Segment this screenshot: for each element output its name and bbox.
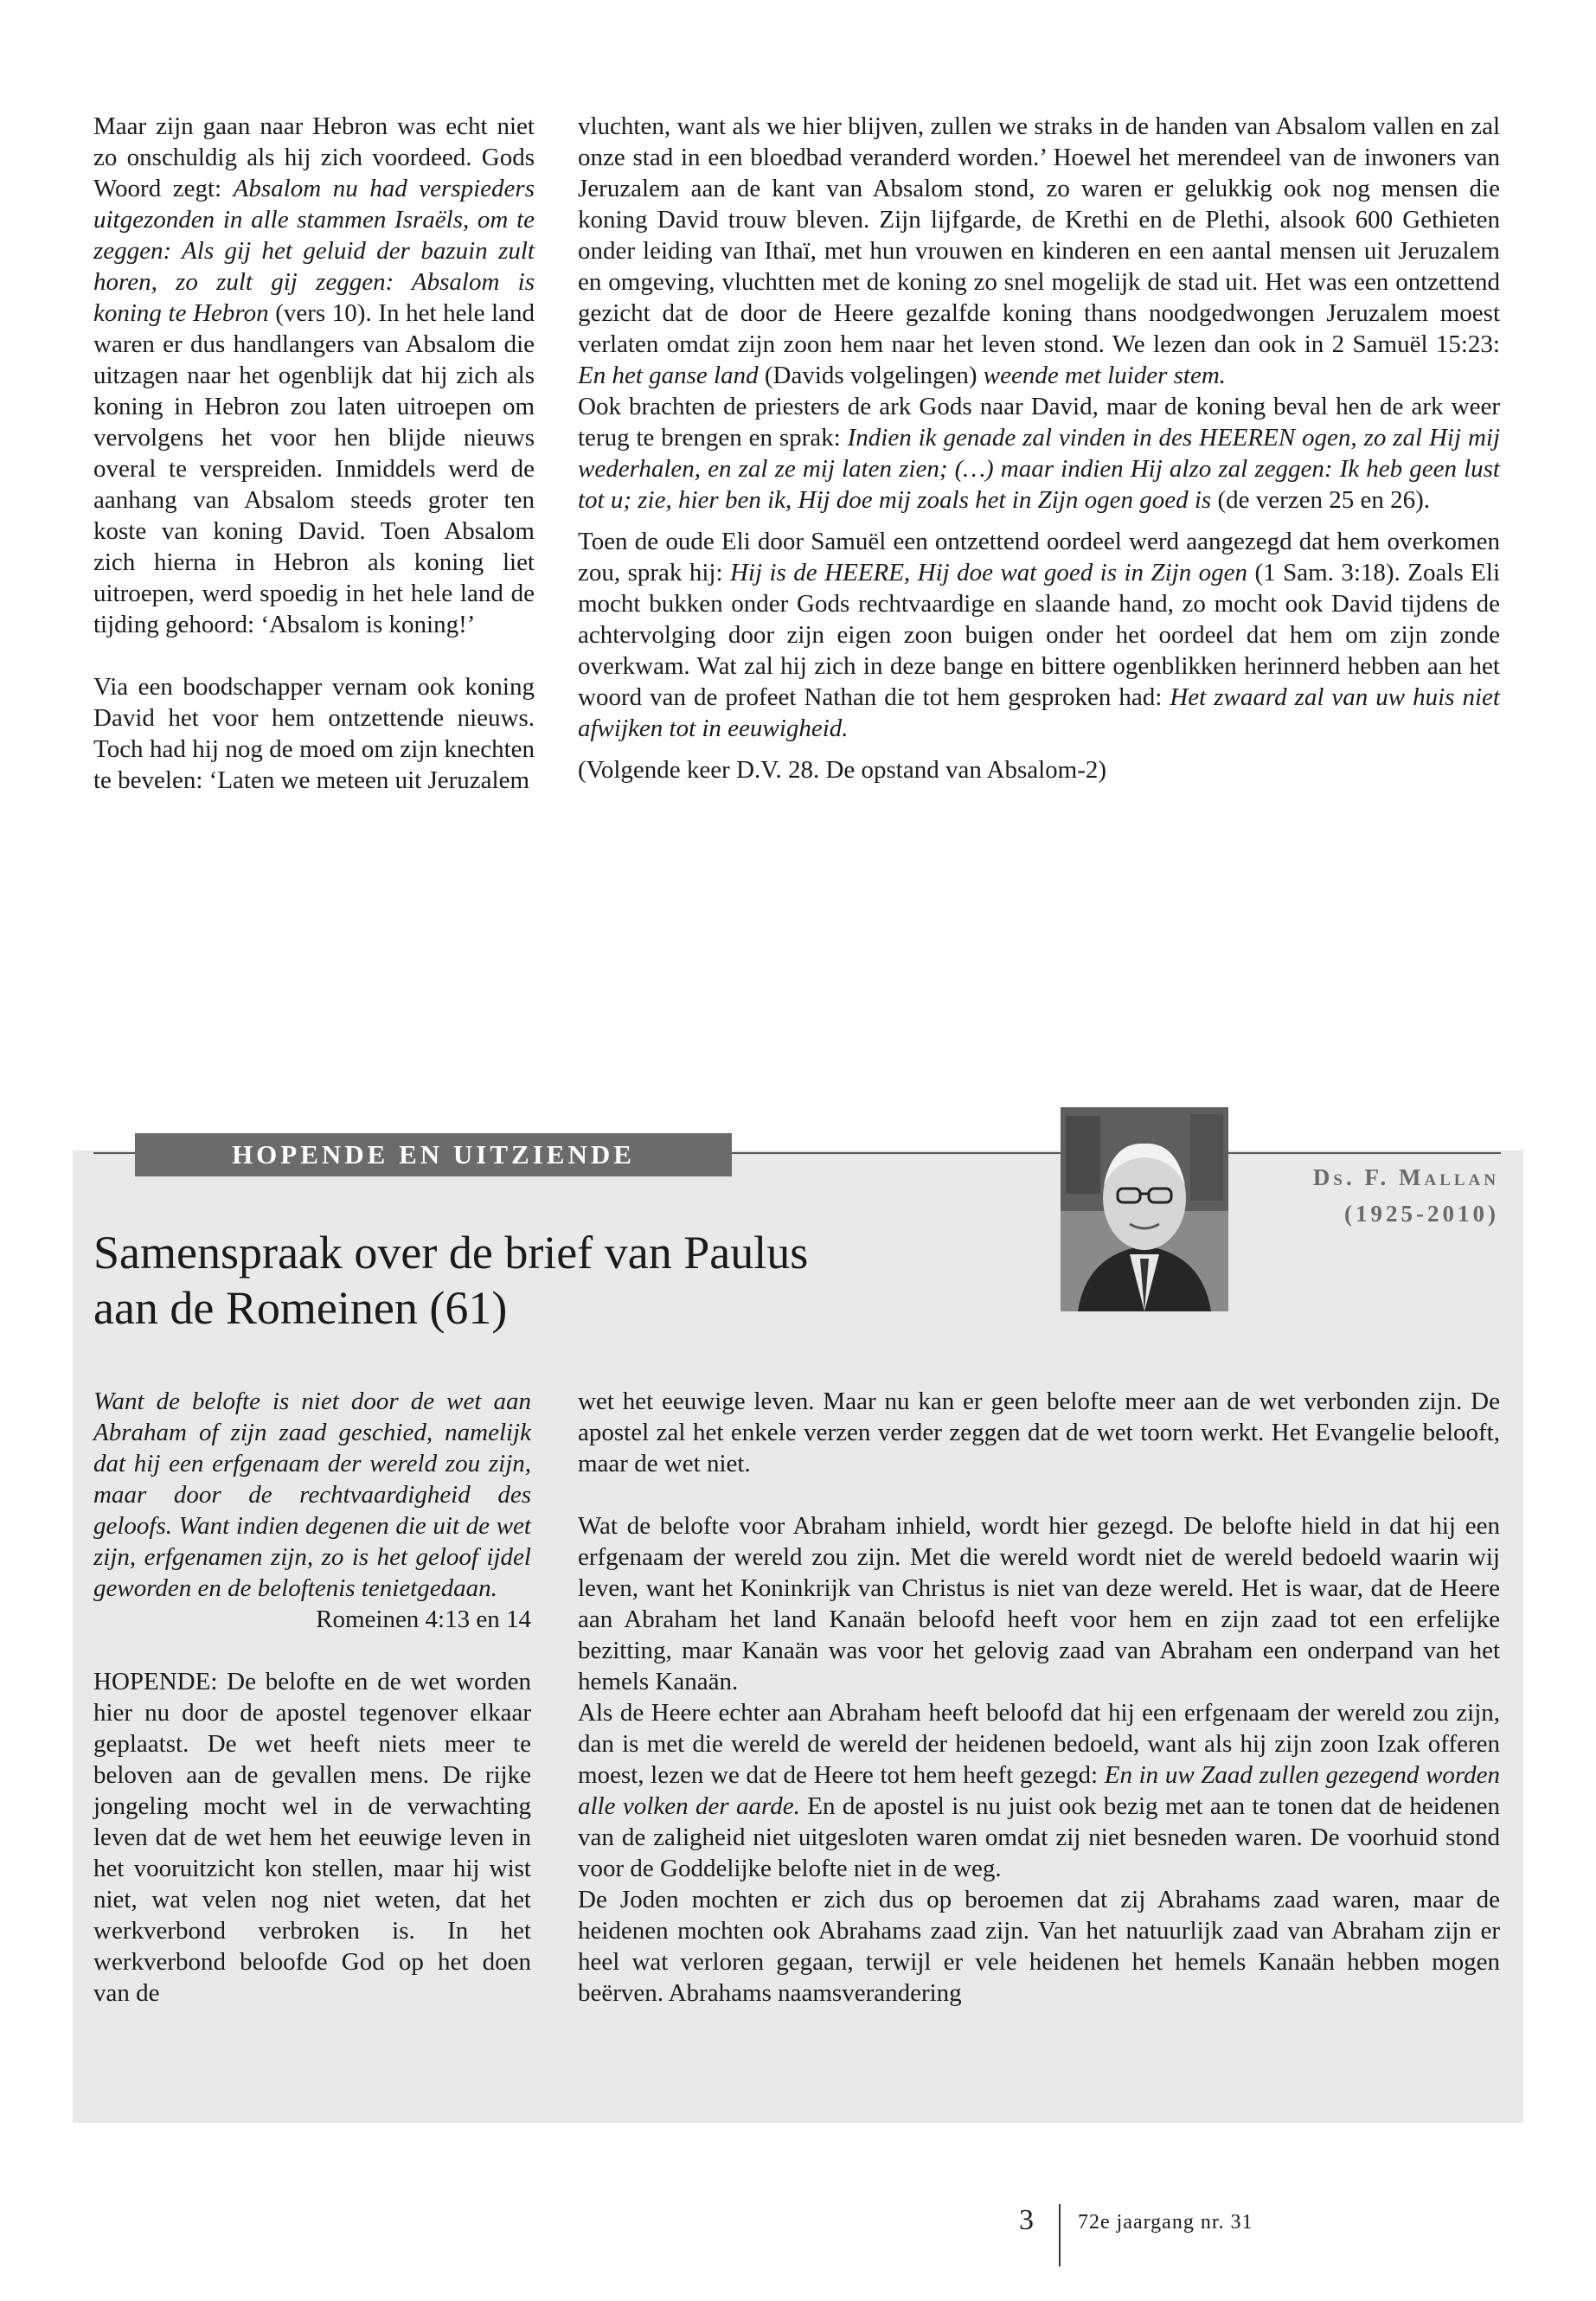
paragraph — [578, 1510, 1500, 1697]
scripture-citation: Romeinen 4:13 en 14 — [316, 1606, 531, 1633]
paragraph — [578, 526, 1500, 744]
article-title — [93, 1225, 1045, 1336]
text-run: Maar zijn gaan naar Hebron was echt niet zo onschuldig als hij zich voordeed. Gods Woord zegt: — [93, 112, 535, 202]
italic-run: Absalom nu had verspieders uitgezonden in alle stammen Israëls, om te zeggen: Als gij het geluid der bazuin zult horen, zo zult gij zeggen: Absalom is koning te Hebron — [93, 175, 535, 327]
paragraph — [578, 111, 1500, 391]
author-years: (1925-2010) — [1344, 1201, 1499, 1227]
italic-run: En in uw Zaad zullen gezegend worden alle volken der aarde. — [578, 1761, 1500, 1820]
text-run: (1 Sam. 3:18). Zoals Eli mocht bukken onder Gods rechtvaardige en slaande hand, zo mocht ook David tijdens de achtervolging door zijn eigen zoon buigen onder het oordeel dat hem om zijn zonde overkwam. Wat zal hij zich in deze bange en bittere ogenblikken herinnerd hebben aan het woord van de profeet Nathan die tot hem gesproken had: — [578, 559, 1501, 711]
paragraph — [578, 1884, 1500, 2009]
issue-label: 72e jaargang nr. 31 — [1078, 2211, 1253, 2234]
scripture-quote — [93, 1386, 531, 1604]
text-run: (Davids volgelingen) — [758, 362, 984, 389]
text-run: Als de Heere echter aan Abraham heeft beloofd dat hij een erfgenaam der wereld zou zijn, dan is met die wereld de wereld der heidenen bedoeld, want als hij zijn zoon Izak offeren moest, lezen we dat de Heere tot hem heeft gezegd: — [578, 1699, 1500, 1789]
text-run: (vers 10). In het hele land waren er dus handlangers van Absalom die uitzagen naar het ogenblijk dat hij zich als koning in Hebron zou laten uitroepen om vervolgens het voor hen blijde nieuws overal te verspreiden. Inmiddels werd de aanhang van Absalom steeds groter ten koste van koning David. Toen Absalom zich hierna in Hebron als koning liet uitroepen, werd spoedig in het hele land de tijding gehoord: ‘Absalom is koning!’ — [93, 299, 535, 638]
paragraph — [93, 671, 535, 796]
text-run: HOPENDE: De belofte en de wet worden hier nu door de apostel tegenover elkaar geplaatst. De wet heeft niets meer te beloven aan de gevallen mens. De rijke jongeling mocht wel in de verwachting leven dat de wet hem het eeuwige leven in het vooruitzicht kon stellen, maar hij wist niet, wat velen nog niet weten, dat het werkverbond verbroken is. In het werkverbond beloofde God op het doen van de — [93, 1668, 531, 2007]
italic-run: Het zwaard zal van uw huis niet afwijken tot in eeuwigheid. — [578, 683, 1500, 742]
text-run: wet het eeuwige leven. Maar nu kan er geen belofte meer aan de wet verbonden zijn. De apostel zal het enkele verzen verder zeggen dat de wet toorn werkt. Het Evangelie belooft, maar de wet niet. — [578, 1388, 1500, 1477]
text-run: De Joden mochten er zich dus op beroemen dat zij Abrahams zaad waren, maar de heidenen mochten ook Abrahams zaad zijn. Van het natuurlijk zaad van Abraham zijn er heel wat verloren gegaan, terwijl er vele heidenen het hemels Kanaän hebben mogen beërven. Abrahams naamsverandering — [578, 1886, 1500, 2007]
paragraph — [93, 111, 535, 640]
text-run: Via een boodschapper vernam ook koning David het voor hem ontzettende nieuws. Toch had hij nog de moed om zijn knechten te bevelen: ‘Laten we meteen uit Jeruzalem — [93, 673, 535, 794]
next-installment-note — [578, 754, 1500, 785]
text-run: Ook brachten de priesters de ark Gods naar David, maar de koning beval hen de ark weer terug te brengen en sprak: — [578, 393, 1500, 452]
footer-divider — [1059, 2204, 1061, 2266]
text-run: (Volgende keer D.V. 28. De opstand van Absalom-2) — [578, 756, 1107, 784]
author-portrait — [1061, 1107, 1228, 1311]
article-column-top-left — [93, 111, 535, 796]
italic-run: weende met luider stem. — [983, 362, 1227, 389]
section-banner: HOPENDE EN UITZIENDE — [135, 1133, 732, 1176]
text-run: vluchten, want als we hier blijven, zullen we straks in de handen van Absalom vallen en zal onze stad in een bloedbad veranderd worden.’ Hoewel het merendeel van de inwoners van Jeruzalem aan de kant van Absalom stond, zo waren er gelukkig ook nog mensen die koning David trouw bleven. Zijn lijfgarde, de Krethi en de Plethi, alsook 600 Gethieten onder leiding van Ithaï, met hun vrouwen en kinderen en een aantal mensen uit Jeruzalem en omgeving, vluchtten met de koning zo snel mogelijk de stad uit. Het was een ontzettend gezicht dat de door de Heere gezalfde koning thans noodgedwongen Jeruzalem moest verlaten omdat zijn zoon hem naar het leven stond. We lezen dan ook in 2 Samuël 15:23: — [578, 112, 1500, 358]
text-run: Wat de belofte voor Abraham inhield, wordt hier gezegd. De belofte hield in dat hij een erfgenaam der wereld zou zijn. Met die wereld wordt niet de wereld bedoeld waarin wij leven, want het Koninkrijk van Christus is niet van deze wereld. Het is waar, dat de Heere aan Abraham het land Kanaän beloofd heeft voor hem en zijn zaad tot een erfelijke bezitting, maar Kanaän was voor het gelovig zaad van Abraham een onderpand van het hemels Kanaän. — [578, 1512, 1500, 1695]
text-run: Toen de oude Eli door Samuël een ontzettend oordeel werd aangezegd dat hem overkomen zou, sprak hij: — [578, 528, 1500, 586]
article-column-bottom-right — [578, 1386, 1500, 2009]
paragraph — [93, 1666, 531, 2009]
italic-run: Want de belofte is niet door de wet aan Abraham of zijn zaad geschied, namelijk dat hij een erfgenaam der wereld zou zijn, maar door de rechtvaardigheid des geloofs. Want indien degenen die uit de wet zijn, erfgenamen zijn, zo is het geloof ijdel geworden en de beloftenis tenietgedaan. — [93, 1388, 531, 1602]
italic-run: Indien ik genade zal vinden in des HEEREN ogen, zo zal Hij mij wederhalen, en zal ze mij laten zien; (…) maar indien Hij alzo zal zeggen: Ik heb geen lust tot u; zie, hier ben ik, Hij doe mij zoals het in Zijn ogen goed is — [578, 424, 1500, 514]
italic-run: En het ganse land — [578, 362, 759, 389]
article-column-bottom-left — [93, 1386, 531, 2009]
paragraph — [578, 1386, 1500, 1479]
text-run: En de apostel is nu juist ook bezig met aan te tonen dat de heidenen van de zaligheid niet uitgesloten waren omdat zij niet besneden waren. De voorhuid stond voor de Goddelijke belofte niet in de weg. — [578, 1792, 1500, 1882]
paragraph — [578, 391, 1500, 516]
article-title-line: Samenspraak over de brief van Paulus — [93, 1227, 809, 1279]
text-run: (de verzen 25 en 26). — [1211, 486, 1431, 514]
article-column-top-right — [578, 111, 1500, 785]
author-name: Ds. F. Mallan — [1312, 1164, 1499, 1190]
author-credit — [1313, 1159, 1499, 1232]
page-number: 3 — [1019, 2204, 1034, 2236]
article-title-line: aan de Romeinen (61) — [93, 1282, 508, 1334]
paragraph — [578, 1697, 1500, 1884]
italic-run: Hij is de HEERE, Hij doe wat goed is in Zijn ogen — [729, 559, 1248, 586]
